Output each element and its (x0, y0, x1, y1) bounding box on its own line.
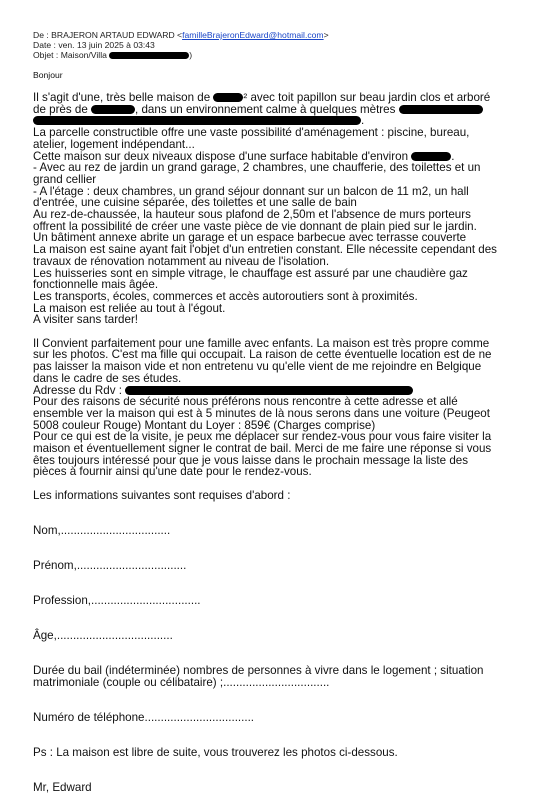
text-line: 5008 couleur Rouge) Montant du Loyer : 859€ (Charges comprise) (33, 418, 376, 432)
text-line: Il s'agit d'une, très belle maison de ² avec toit papillon sur beau jardin clos et arboré (33, 91, 491, 104)
redaction-mark (399, 105, 483, 114)
text-line: La parcelle constructible offre une vaste possibilité d'aménagement : piscine, bureau, (33, 126, 470, 140)
text-line: atelier, logement indépendant... (33, 137, 195, 151)
ps-note: Ps : La maison est libre de suite, vous trouverez les photos ci-dessous. (33, 746, 398, 760)
text-line: êtes toujours intéressé pour que je vous laisse dans le prochain message la liste des (33, 453, 469, 467)
field-profession: Profession,.................................. (33, 594, 201, 608)
redaction-mark (125, 386, 413, 395)
redaction-mark (411, 152, 451, 161)
text-line: travaux de rénovation notamment au niveau de l'isolation. (33, 254, 330, 268)
text-line: . (33, 115, 533, 127)
text-line: dans le cadre de ses études. (33, 371, 182, 385)
text-line: Les huisseries sont en simple vitrage, le chauffage est assuré par une chaudière gaz (33, 266, 468, 280)
text-line: Pour des raisons de sécurité nous préférons nous rencontre à cette adresse et allé (33, 395, 458, 409)
text-line: A visiter sans tarder! (33, 313, 139, 327)
date-line: Date : ven. 13 juin 2025 à 03:43 (33, 40, 155, 50)
text-line: - A l'étage : deux chambres, un grand séjour donnant sur un balcon de 11 m2, un hall (33, 184, 469, 198)
field-duree: Durée du bail (indéterminée) nombres de personnes à vivre dans le logement ; situation (33, 664, 484, 678)
email-document (33, 30, 533, 794)
paragraph-lines (33, 396, 533, 478)
signature: Mr, Edward (33, 781, 92, 794)
paragraph-lines (33, 127, 533, 150)
redaction-mark (33, 116, 361, 125)
text-line: La maison est saine ayant fait l'objet d'un entretien constant. Elle nécessite cependant des (33, 243, 497, 257)
address-line: Adresse du Rdv : (33, 385, 533, 397)
text-line: Cette maison sur deux niveaux dispose d'une surface habitable d'environ . (33, 149, 455, 163)
field-age: Âge,.................................... (33, 629, 173, 643)
text-line: offrent la possibilité de créer une vaste pièce de vie donnant de plain pied sur le jardin. (33, 219, 477, 233)
field-duree-cont: matrimoniale (couple ou célibataire) ;................................. (33, 675, 330, 689)
text-line: - Avec au rez de jardin un grand garage, 2 chambres, une chaufferie, des toilettes et un (33, 161, 481, 175)
requirements-section (33, 490, 533, 794)
text-line: sur les photos. C'est ma fille qui occupait. La raison de cette éventuelle location est de ne (33, 348, 492, 362)
from-line: De : BRAJERON ARTAUD EDWARD <familleBrajeronEdward@hotmail.com> (33, 30, 329, 40)
text-line: maison et éventuellement signer le contrat de bail. Merci de me faire une réponse si vous (33, 442, 492, 456)
field-prenom: Prénom,.................................. (33, 559, 187, 573)
text-line: ensemble ver la maison qui est à 5 minutes de là nous serons dans une voiture (Peugeot (33, 406, 490, 420)
requirements-intro: Les informations suivantes sont requises d'abord : (33, 488, 291, 502)
text-line: La maison est reliée au tout à l'égout. (33, 301, 226, 315)
text-line: fonctionnelle mais âgée. (33, 278, 159, 292)
text-line: pièces à fournir ainsi qu'une date pour le rendez-vous. (33, 465, 312, 479)
text-line: Les transports, écoles, commerces et accès autoroutiers sont à proximités. (33, 289, 418, 303)
text-line: pas laisser la maison vide et non entretenu vu qu'elle vient de me rejoindre en Belgique (33, 360, 482, 374)
text-line: Pour ce qui est de la visite, je peux me déplacer sur rendez-vous pour vous faire visiter la (33, 430, 492, 444)
email-header (33, 30, 533, 60)
paragraph-lines (33, 162, 533, 326)
field-telephone: Numéro de téléphone.................................. (33, 711, 255, 725)
field-nom: Nom,.................................. (33, 523, 171, 537)
subject-line: Objet : Maison/Villa ) (33, 50, 193, 60)
email-body (33, 92, 533, 794)
text-line: Au rez-de-chaussée, la hauteur sous plafond de 2,50m et l'absence de murs porteurs (33, 208, 471, 222)
paragraph-lines (33, 338, 533, 385)
greeting: Bonjour (33, 70, 63, 80)
sender-email-link[interactable]: familleBrajeronEdward@hotmail.com (182, 30, 324, 40)
text-line: d'entrée, une cuisine séparée, des toilettes et une salle de bain (33, 196, 357, 210)
redaction-mark (109, 52, 189, 59)
redaction-mark (91, 105, 135, 114)
text-line: Un bâtiment annexe abrite un garage et un espace barbecue avec terrasse couverte (33, 231, 467, 245)
redaction-mark (213, 93, 243, 102)
text-line: grand cellier (33, 172, 97, 186)
text-line: de près de , dans un environnement calme à quelques mètres (33, 104, 533, 116)
text-line: Il Convient parfaitement pour une famille avec enfants. La maison est très propre comme (33, 336, 490, 350)
